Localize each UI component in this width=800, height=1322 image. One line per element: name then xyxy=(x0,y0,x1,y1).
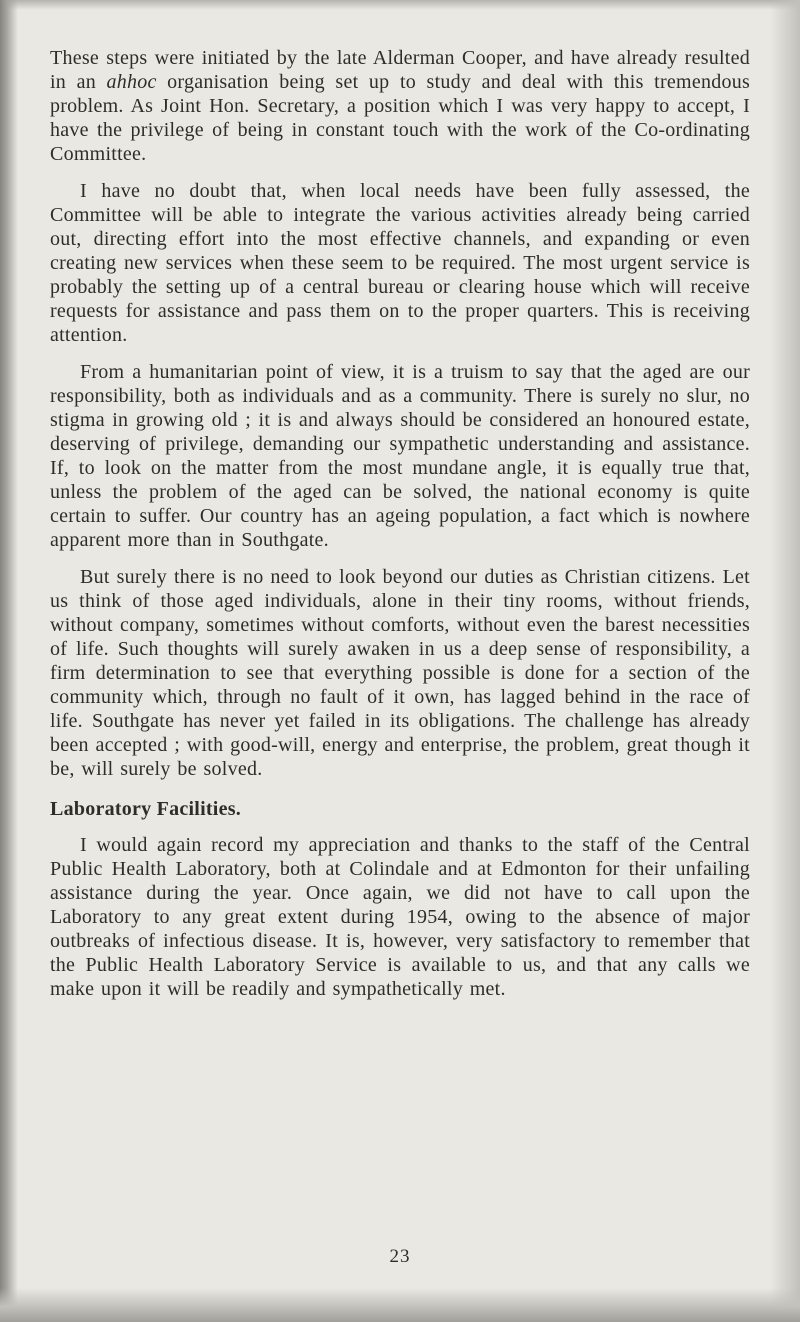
paragraph-4: But surely there is no need to look beyond our duties as Christian citizens. Let us think of those aged individuals, alone in their tiny rooms, without friends, without company, sometimes without comforts, without even the barest necessities of life. Such thoughts will surely awaken in us a deep sense of responsibility, a firm determination to see that everything possible is done for a section of the community which, through no fault of it own, has lagged behind in the race of life. Southgate has never yet failed in its obligations. The challenge has already been accepted ; with good-will, energy and enterprise, the problem, great though it be, will surely be solved. xyxy=(50,566,750,780)
page-content xyxy=(50,46,750,1014)
italic-term-adhoc: ahhoc xyxy=(106,71,157,93)
paragraph-5: I would again record my appreciation and thanks to the staff of the Central Public Health Laboratory, both at Colindale and at Edmonton for their unfailing assistance during the year. Once again, we did not have to call upon the Laboratory to any great extent during 1954, owing to the absence of major outbreaks of infectious disease. It is, however, very satisfactory to remember that the Public Health Laboratory Service is available to us, and that any calls we make upon it will be readily and sympathetically met. xyxy=(50,834,750,1000)
paragraph-1 xyxy=(50,46,750,166)
page-number: 23 xyxy=(389,1246,411,1267)
page-edge-left xyxy=(0,0,18,1322)
section-heading-laboratory-facilities: Laboratory Facilities. xyxy=(50,798,242,820)
page-edge-right xyxy=(770,0,800,1322)
page-edge-top xyxy=(0,0,800,10)
paragraph-1-text-after: organisation being set up to study and deal with this tremendous problem. As Joint Hon. Secretary, a position which I was very happy to accept, I have the privilege of being in constant touch with the work of the Co-ordinating Committee. xyxy=(50,71,750,165)
paragraph-1-text-before: These steps were initiated by the late Alderman Cooper, and have already resulted in an xyxy=(50,47,750,93)
page-edge-bottom xyxy=(0,1288,800,1322)
paragraph-3: From a humanitarian point of view, it is a truism to say that the aged are our responsibility, both as individuals and as a community. There is surely no slur, no stigma in growing old ; it is and always should be considered an honoured estate, deserving of privilege, demanding our sympathetic understanding and assistance. If, to look on the matter from the most mundane angle, it is equally true that, unless the problem of the aged can be solved, the national economy is quite certain to suffer. Our country has an ageing population, a fact which is nowhere apparent more than in Southgate. xyxy=(50,361,750,551)
paragraph-2: I have no doubt that, when local needs have been fully assessed, the Committee will be able to integrate the various activities already being carried out, directing effort into the most effective channels, and expanding or even creating new services when these seem to be required. The most urgent service is probably the setting up of a central bureau or clearing house which will receive requests for assistance and pass them on to the proper quarters. This is receiving attention. xyxy=(50,180,750,346)
